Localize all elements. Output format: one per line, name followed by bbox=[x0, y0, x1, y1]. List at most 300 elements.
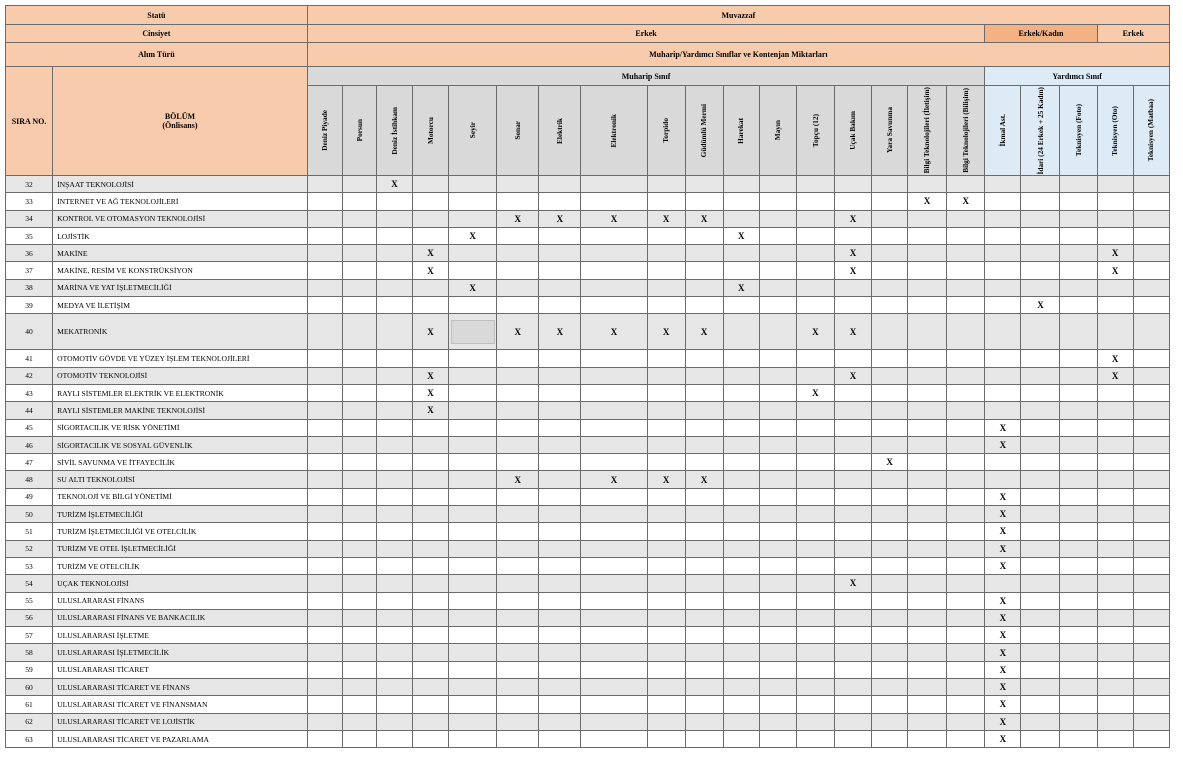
quota-cell bbox=[834, 384, 871, 401]
quota-cell bbox=[1133, 350, 1169, 367]
department-name: UÇAK TEKNOLOJİSİ bbox=[53, 575, 308, 592]
quota-cell bbox=[497, 262, 539, 279]
quota-cell bbox=[449, 384, 497, 401]
quota-cell bbox=[539, 193, 581, 210]
quota-cell bbox=[723, 367, 759, 384]
quota-cell bbox=[834, 661, 871, 678]
column-header-bilgi-teknolojileri-iletisim bbox=[908, 86, 947, 176]
table-row bbox=[6, 609, 1170, 626]
quota-cell bbox=[1133, 297, 1169, 314]
quota-table bbox=[5, 5, 1170, 748]
quota-cell bbox=[759, 384, 796, 401]
quota-cell bbox=[723, 314, 759, 350]
quota-cell bbox=[307, 279, 342, 296]
quota-cell bbox=[796, 436, 834, 453]
quota-cell bbox=[376, 436, 412, 453]
quota-cell: X bbox=[413, 384, 449, 401]
quota-cell bbox=[449, 523, 497, 540]
quota-cell bbox=[449, 557, 497, 574]
quota-cell: X bbox=[834, 210, 871, 227]
quota-cell bbox=[413, 419, 449, 436]
quota-cell bbox=[834, 419, 871, 436]
quota-cell bbox=[1021, 592, 1060, 609]
cinsiyet-erkek-kadin: Erkek/Kadın bbox=[985, 25, 1097, 43]
quota-cell bbox=[581, 176, 647, 193]
quota-cell: X bbox=[1097, 367, 1133, 384]
quota-cell bbox=[947, 506, 985, 523]
quota-cell bbox=[342, 176, 376, 193]
quota-cell bbox=[1133, 402, 1169, 419]
column-header-label: Seyir bbox=[467, 122, 477, 139]
quota-cell bbox=[685, 609, 723, 626]
row-number: 55 bbox=[6, 592, 53, 609]
column-header-label: Teknisyen (Foto) bbox=[1073, 104, 1083, 157]
department-name: TURİZM VE OTELCİLİK bbox=[53, 557, 308, 574]
quota-cell bbox=[1133, 730, 1169, 747]
department-name: ULUSLARARASI TİCARET bbox=[53, 661, 308, 678]
column-header-label: Yara Savunma bbox=[884, 107, 894, 154]
quota-cell bbox=[1060, 176, 1097, 193]
quota-cell bbox=[539, 488, 581, 505]
quota-cell bbox=[307, 713, 342, 730]
quota-cell bbox=[307, 384, 342, 401]
quota-cell bbox=[872, 245, 908, 262]
quota-cell bbox=[497, 679, 539, 696]
quota-cell bbox=[342, 679, 376, 696]
quota-cell: X bbox=[985, 506, 1021, 523]
quota-cell bbox=[449, 314, 497, 350]
quota-cell bbox=[647, 436, 685, 453]
row-number: 43 bbox=[6, 384, 53, 401]
quota-cell bbox=[1021, 384, 1060, 401]
quota-cell bbox=[376, 679, 412, 696]
quota-cell bbox=[1060, 679, 1097, 696]
quota-cell bbox=[1133, 262, 1169, 279]
quota-cell bbox=[685, 402, 723, 419]
quota-cell bbox=[947, 713, 985, 730]
quota-cell bbox=[1060, 506, 1097, 523]
quota-cell: X bbox=[647, 471, 685, 488]
quota-cell bbox=[1060, 592, 1097, 609]
statu-value: Muvazzaf bbox=[307, 6, 1169, 25]
table-row bbox=[6, 454, 1170, 471]
quota-cell bbox=[307, 419, 342, 436]
quota-cell: X bbox=[723, 279, 759, 296]
quota-cell bbox=[342, 661, 376, 678]
quota-cell bbox=[342, 575, 376, 592]
quota-cell bbox=[1133, 454, 1169, 471]
quota-cell: X bbox=[834, 262, 871, 279]
quota-cell bbox=[581, 350, 647, 367]
quota-cell bbox=[872, 540, 908, 557]
quota-cell bbox=[947, 367, 985, 384]
quota-cell bbox=[723, 730, 759, 747]
quota-cell bbox=[796, 540, 834, 557]
row-number: 41 bbox=[6, 350, 53, 367]
quota-cell bbox=[539, 557, 581, 574]
quota-cell bbox=[834, 713, 871, 730]
quota-cell bbox=[908, 454, 947, 471]
quota-cell bbox=[759, 367, 796, 384]
quota-cell bbox=[1021, 506, 1060, 523]
column-header-elektrik bbox=[539, 86, 581, 176]
quota-cell bbox=[1097, 384, 1133, 401]
quota-cell bbox=[872, 297, 908, 314]
quota-cell bbox=[307, 679, 342, 696]
quota-cell bbox=[449, 679, 497, 696]
table-row bbox=[6, 730, 1170, 747]
row-number: 53 bbox=[6, 557, 53, 574]
quota-cell: X bbox=[985, 523, 1021, 540]
quota-cell bbox=[1133, 696, 1169, 713]
quota-cell bbox=[947, 245, 985, 262]
quota-cell bbox=[647, 176, 685, 193]
quota-cell bbox=[685, 661, 723, 678]
quota-cell bbox=[376, 279, 412, 296]
quota-cell bbox=[376, 661, 412, 678]
quota-cell bbox=[647, 679, 685, 696]
quota-cell bbox=[539, 419, 581, 436]
quota-cell bbox=[947, 592, 985, 609]
quota-cell bbox=[685, 262, 723, 279]
quota-cell bbox=[834, 679, 871, 696]
quota-cell bbox=[376, 713, 412, 730]
quota-cell: X bbox=[985, 609, 1021, 626]
quota-cell bbox=[796, 262, 834, 279]
table-row bbox=[6, 297, 1170, 314]
quota-cell bbox=[759, 661, 796, 678]
quota-cell bbox=[647, 193, 685, 210]
quota-cell: X bbox=[908, 193, 947, 210]
quota-cell bbox=[1060, 367, 1097, 384]
quota-cell bbox=[497, 454, 539, 471]
quota-cell bbox=[342, 713, 376, 730]
quota-cell bbox=[376, 350, 412, 367]
quota-cell bbox=[1021, 262, 1060, 279]
quota-cell bbox=[947, 644, 985, 661]
quota-cell bbox=[647, 488, 685, 505]
quota-cell bbox=[1097, 523, 1133, 540]
quota-cell bbox=[413, 609, 449, 626]
quota-cell bbox=[1133, 679, 1169, 696]
quota-cell bbox=[908, 176, 947, 193]
quota-cell bbox=[449, 540, 497, 557]
quota-cell bbox=[759, 402, 796, 419]
quota-cell bbox=[796, 679, 834, 696]
quota-cell bbox=[647, 661, 685, 678]
quota-cell bbox=[376, 367, 412, 384]
quota-cell bbox=[1060, 245, 1097, 262]
column-header-elektronik bbox=[581, 86, 647, 176]
quota-cell: X bbox=[449, 279, 497, 296]
quota-cell bbox=[539, 245, 581, 262]
quota-cell bbox=[539, 506, 581, 523]
quota-cell bbox=[413, 575, 449, 592]
quota-cell: X bbox=[985, 696, 1021, 713]
quota-cell bbox=[947, 488, 985, 505]
quota-cell bbox=[908, 419, 947, 436]
quota-cell bbox=[872, 436, 908, 453]
quota-cell bbox=[1097, 454, 1133, 471]
quota-cell bbox=[342, 419, 376, 436]
quota-cell bbox=[872, 227, 908, 244]
quota-cell bbox=[759, 627, 796, 644]
quota-cell bbox=[1021, 730, 1060, 747]
department-name: ULUSLARARASI FİNANS VE BANKACILIK bbox=[53, 609, 308, 626]
quota-cell bbox=[307, 730, 342, 747]
quota-cell bbox=[497, 367, 539, 384]
quota-cell bbox=[947, 314, 985, 350]
quota-cell bbox=[947, 402, 985, 419]
quota-cell bbox=[908, 609, 947, 626]
quota-cell bbox=[539, 540, 581, 557]
quota-cell bbox=[947, 523, 985, 540]
quota-cell bbox=[834, 350, 871, 367]
table-row bbox=[6, 419, 1170, 436]
quota-cell bbox=[1097, 730, 1133, 747]
quota-cell bbox=[908, 436, 947, 453]
quota-cell bbox=[342, 227, 376, 244]
quota-cell bbox=[872, 609, 908, 626]
quota-cell bbox=[685, 644, 723, 661]
quota-cell: X bbox=[376, 176, 412, 193]
quota-cell bbox=[342, 314, 376, 350]
quota-cell bbox=[872, 575, 908, 592]
quota-cell bbox=[908, 350, 947, 367]
quota-cell bbox=[342, 644, 376, 661]
quota-cell bbox=[449, 488, 497, 505]
quota-cell bbox=[834, 454, 871, 471]
quota-cell bbox=[413, 176, 449, 193]
column-header-teknisyen-matbaa bbox=[1133, 86, 1169, 176]
quota-cell bbox=[307, 540, 342, 557]
column-header-label: Mayın bbox=[773, 120, 782, 141]
quota-cell bbox=[647, 644, 685, 661]
quota-cell bbox=[685, 367, 723, 384]
table-row bbox=[6, 402, 1170, 419]
quota-cell bbox=[1133, 245, 1169, 262]
quota-cell bbox=[342, 279, 376, 296]
column-header-deniz-piyade bbox=[307, 86, 342, 176]
quota-cell: X bbox=[985, 592, 1021, 609]
quota-cell bbox=[581, 402, 647, 419]
department-name: RAYLI SİSTEMLER ELEKTRİK VE ELEKTRONİK bbox=[53, 384, 308, 401]
quota-cell bbox=[307, 627, 342, 644]
column-header-label: Topçu (12) bbox=[810, 113, 820, 148]
quota-cell bbox=[647, 627, 685, 644]
quota-cell bbox=[376, 245, 412, 262]
quota-cell bbox=[1021, 176, 1060, 193]
quota-cell bbox=[376, 540, 412, 557]
quota-cell bbox=[539, 609, 581, 626]
quota-cell bbox=[759, 488, 796, 505]
quota-cell bbox=[1097, 609, 1133, 626]
quota-cell bbox=[1097, 713, 1133, 730]
quota-cell bbox=[449, 419, 497, 436]
quota-cell: X bbox=[581, 210, 647, 227]
quota-cell bbox=[1021, 696, 1060, 713]
table-row bbox=[6, 245, 1170, 262]
quota-cell bbox=[376, 471, 412, 488]
quota-cell bbox=[647, 506, 685, 523]
quota-cell bbox=[1060, 661, 1097, 678]
table-row bbox=[6, 696, 1170, 713]
quota-cell bbox=[497, 193, 539, 210]
quota-cell bbox=[1133, 314, 1169, 350]
quota-cell bbox=[1021, 713, 1060, 730]
quota-cell bbox=[413, 193, 449, 210]
quota-cell bbox=[581, 245, 647, 262]
quota-cell bbox=[759, 523, 796, 540]
quota-cell bbox=[342, 488, 376, 505]
quota-cell bbox=[759, 557, 796, 574]
quota-cell bbox=[342, 730, 376, 747]
quota-cell bbox=[685, 227, 723, 244]
quota-cell bbox=[376, 419, 412, 436]
quota-cell bbox=[647, 454, 685, 471]
quota-cell bbox=[413, 679, 449, 696]
column-header-label: İdari (24 Erkek + 25 Kadın) bbox=[1035, 86, 1045, 175]
muharip-sinif-header: Muharip Sınıf bbox=[307, 67, 985, 86]
quota-cell bbox=[985, 384, 1021, 401]
quota-cell bbox=[307, 402, 342, 419]
quota-cell bbox=[449, 436, 497, 453]
quota-cell bbox=[376, 644, 412, 661]
quota-cell bbox=[985, 350, 1021, 367]
quota-cell bbox=[376, 557, 412, 574]
department-name: OTOMOTİV GÖVDE VE YÜZEY İŞLEM TEKNOLOJİLERİ bbox=[53, 350, 308, 367]
quota-cell bbox=[834, 609, 871, 626]
quota-cell bbox=[413, 436, 449, 453]
quota-cell bbox=[376, 696, 412, 713]
quota-cell bbox=[413, 506, 449, 523]
quota-cell bbox=[413, 540, 449, 557]
quota-cell bbox=[908, 488, 947, 505]
quota-cell bbox=[1133, 506, 1169, 523]
quota-cell bbox=[376, 575, 412, 592]
quota-cell bbox=[581, 227, 647, 244]
quota-cell bbox=[834, 436, 871, 453]
column-header-topcu-12 bbox=[796, 86, 834, 176]
quota-cell bbox=[1060, 609, 1097, 626]
quota-cell bbox=[307, 367, 342, 384]
quota-cell bbox=[539, 679, 581, 696]
quota-cell: X bbox=[647, 210, 685, 227]
quota-cell bbox=[307, 575, 342, 592]
department-name: ULUSLARARASI FİNANS bbox=[53, 592, 308, 609]
table-row bbox=[6, 350, 1170, 367]
quota-cell bbox=[307, 506, 342, 523]
alim-turu-value: Muharip/Yardımcı Sınıflar ve Kontenjan Miktarları bbox=[307, 43, 1169, 67]
quota-cell bbox=[1021, 436, 1060, 453]
quota-cell bbox=[759, 419, 796, 436]
quota-cell bbox=[647, 713, 685, 730]
quota-cell bbox=[1097, 210, 1133, 227]
quota-cell bbox=[376, 609, 412, 626]
table-row bbox=[6, 627, 1170, 644]
quota-cell bbox=[581, 488, 647, 505]
quota-cell bbox=[449, 575, 497, 592]
quota-cell bbox=[342, 384, 376, 401]
quota-cell bbox=[685, 575, 723, 592]
quota-cell bbox=[947, 454, 985, 471]
quota-cell bbox=[759, 436, 796, 453]
quota-cell bbox=[685, 557, 723, 574]
table-row bbox=[6, 488, 1170, 505]
row-number: 62 bbox=[6, 713, 53, 730]
quota-cell bbox=[1021, 227, 1060, 244]
quota-cell bbox=[1097, 471, 1133, 488]
quota-cell bbox=[1021, 419, 1060, 436]
quota-cell bbox=[723, 193, 759, 210]
quota-cell bbox=[449, 592, 497, 609]
quota-cell bbox=[1133, 644, 1169, 661]
quota-cell bbox=[1021, 471, 1060, 488]
quota-cell bbox=[1060, 557, 1097, 574]
quota-cell bbox=[307, 523, 342, 540]
quota-cell bbox=[908, 696, 947, 713]
quota-cell bbox=[908, 557, 947, 574]
quota-cell bbox=[413, 279, 449, 296]
quota-cell bbox=[872, 523, 908, 540]
quota-cell bbox=[1060, 436, 1097, 453]
department-name: ULUSLARARASI TİCARET VE FİNANS bbox=[53, 679, 308, 696]
quota-cell: X bbox=[834, 314, 871, 350]
column-header-deniz-istihkam bbox=[376, 86, 412, 176]
quota-cell bbox=[1060, 454, 1097, 471]
quota-cell bbox=[947, 471, 985, 488]
quota-cell bbox=[796, 523, 834, 540]
quota-cell bbox=[581, 193, 647, 210]
quota-cell bbox=[539, 644, 581, 661]
quota-cell bbox=[497, 384, 539, 401]
quota-cell bbox=[1097, 575, 1133, 592]
quota-cell: X bbox=[985, 557, 1021, 574]
quota-cell bbox=[796, 627, 834, 644]
quota-cell bbox=[497, 713, 539, 730]
department-name: TURİZM VE OTEL İŞLETMECİLİĞİ bbox=[53, 540, 308, 557]
quota-cell bbox=[449, 506, 497, 523]
quota-cell bbox=[685, 279, 723, 296]
quota-cell bbox=[759, 227, 796, 244]
quota-cell bbox=[723, 262, 759, 279]
quota-cell: X bbox=[647, 314, 685, 350]
quota-cell bbox=[647, 609, 685, 626]
quota-cell: X bbox=[539, 314, 581, 350]
quota-cell bbox=[723, 419, 759, 436]
sira-no-text: SIRA NO. bbox=[11, 116, 47, 126]
quota-cell bbox=[413, 471, 449, 488]
quota-cell bbox=[376, 384, 412, 401]
quota-cell bbox=[1021, 402, 1060, 419]
department-name: TURİZM İŞLETMECİLİĞİ VE OTELCİLİK bbox=[53, 523, 308, 540]
quota-cell bbox=[872, 696, 908, 713]
quota-cell bbox=[449, 402, 497, 419]
quota-cell: X bbox=[1097, 262, 1133, 279]
quota-cell bbox=[947, 262, 985, 279]
quota-cell bbox=[796, 367, 834, 384]
quota-cell bbox=[908, 245, 947, 262]
quota-cell bbox=[985, 176, 1021, 193]
quota-cell bbox=[413, 713, 449, 730]
quota-cell bbox=[759, 314, 796, 350]
column-header-seyir bbox=[449, 86, 497, 176]
quota-cell bbox=[449, 661, 497, 678]
quota-cell bbox=[307, 227, 342, 244]
department-name: MARİNA VE YAT İŞLETMECİLİĞİ bbox=[53, 279, 308, 296]
quota-cell bbox=[413, 696, 449, 713]
quota-cell bbox=[647, 297, 685, 314]
